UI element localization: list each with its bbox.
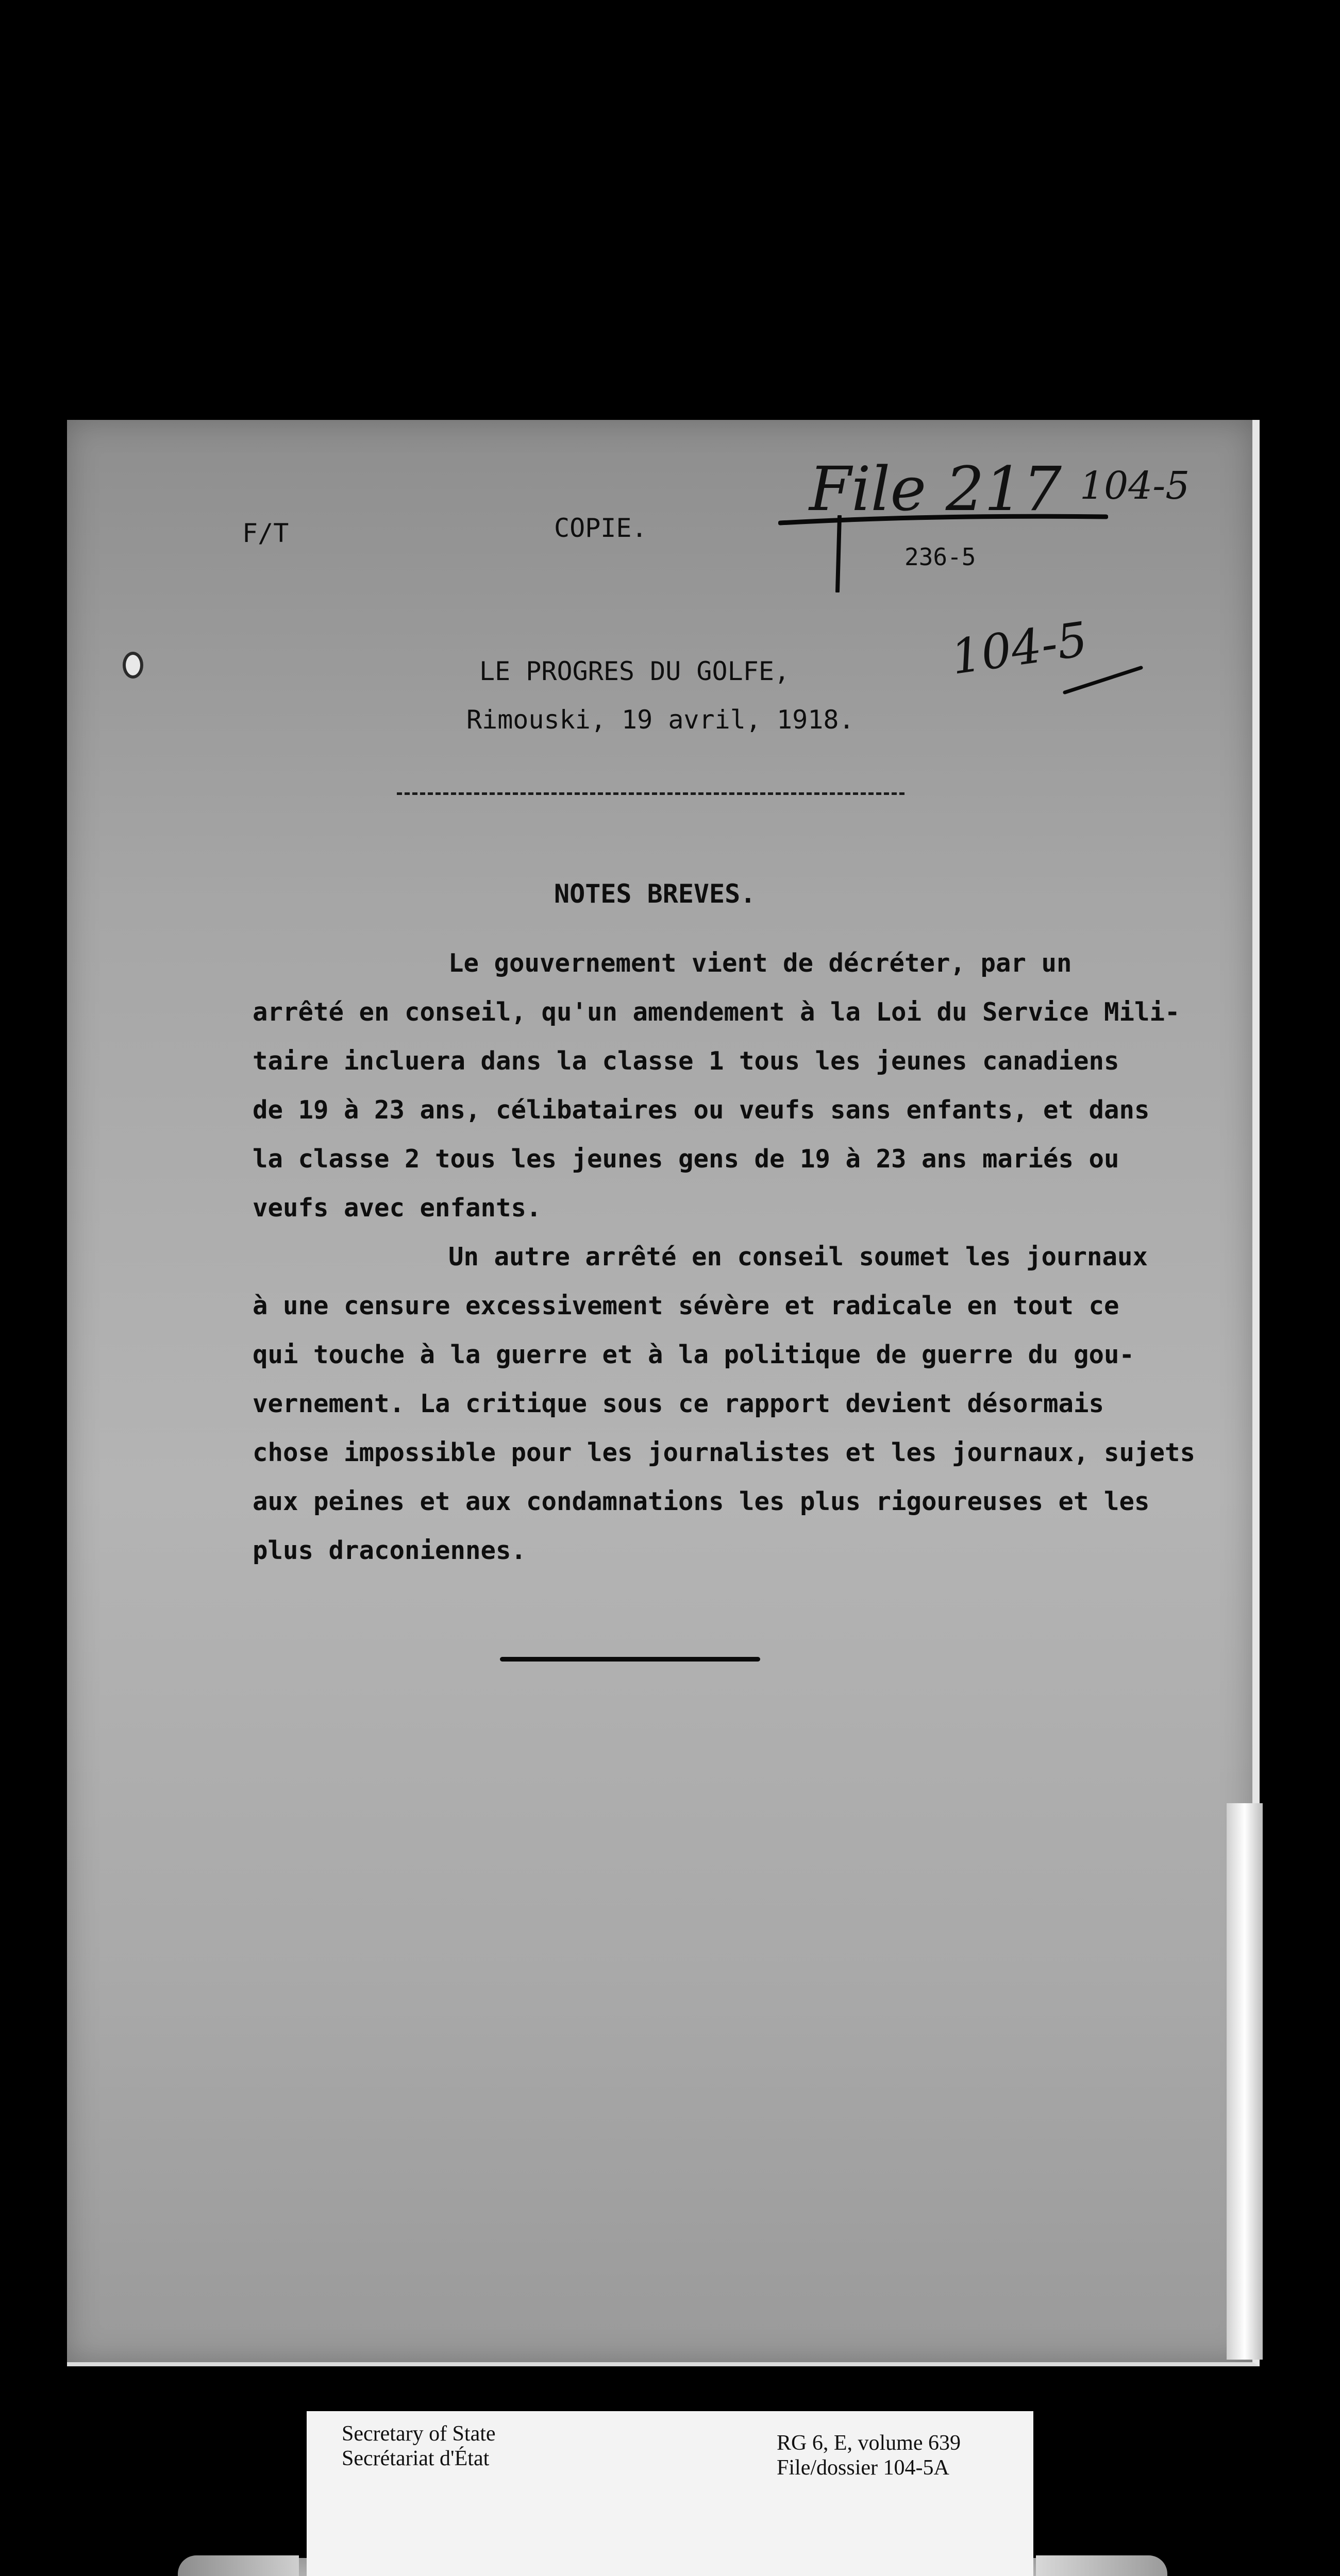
mount-left-flap xyxy=(178,2555,299,2576)
paragraph-line: plus draconiennes. xyxy=(253,1536,527,1565)
page-edge xyxy=(1227,1803,1263,2360)
paragraph-line: qui touche à la guerre et à la politique de guerre du gou- xyxy=(253,1340,1135,1369)
handwritten-margin-note: 104-5 xyxy=(947,612,1091,685)
handwritten-dash xyxy=(1062,665,1144,696)
paragraph-line: arrêté en conseil, qu'un amendement à la Loi du Service Mili- xyxy=(253,997,1180,1027)
handwritten-file-new: 104-5 xyxy=(1080,464,1190,508)
paragraph-line: de 19 à 23 ans, célibataires ou veufs sans enfants, et dans xyxy=(253,1095,1150,1125)
section-title: NOTES BREVES. xyxy=(554,879,756,909)
paragraph-line: aux peines et aux condamnations les plus rigoureuses et les xyxy=(253,1487,1150,1516)
paragraph-line: chose impossible pour les journalistes et les journaux, sujets xyxy=(253,1438,1196,1467)
dashed-separator xyxy=(397,792,904,795)
record-group: RG 6, E, volume 639 xyxy=(777,2431,961,2455)
paragraph-line: vernement. La critique sous ce rapport devient désormais xyxy=(253,1389,1104,1418)
handwritten-stem xyxy=(832,515,848,592)
paragraph-line: la classe 2 tous les jeunes gens de 19 à 23 ans mariés ou xyxy=(253,1144,1119,1174)
closing-rule xyxy=(500,1657,760,1662)
paragraph-line: veufs avec enfants. xyxy=(253,1193,542,1223)
dept-fr: Secrétariat d'État xyxy=(342,2447,490,2470)
initials: F/T xyxy=(242,518,289,548)
paragraph-line: à une censure excessivement sévère et radicale en tout ce xyxy=(253,1291,1119,1320)
paragraph-line: Un autre arrêté en conseil soumet les journaux xyxy=(448,1242,1148,1272)
newspaper-name: LE PROGRES DU GOLFE, xyxy=(479,656,790,686)
mount-right-flap xyxy=(1036,2555,1167,2576)
file-number-typed: 236-5 xyxy=(904,543,976,571)
paragraph-line: taire incluera dans la classe 1 tous les jeunes canadiens xyxy=(253,1046,1119,1076)
dateline: Rimouski, 19 avril, 1918. xyxy=(466,705,855,735)
file-reference: File/dossier 104-5A xyxy=(777,2456,949,2480)
copy-label: COPIE. xyxy=(554,513,647,543)
handwritten-file: File 217 xyxy=(809,453,1062,524)
strike-through-line xyxy=(778,513,1108,528)
punch-hole xyxy=(123,652,143,679)
archive-label xyxy=(307,2411,1033,2576)
paragraph-line: Le gouvernement vient de décréter, par un xyxy=(448,948,1072,978)
dept-en: Secretary of State xyxy=(342,2422,496,2446)
